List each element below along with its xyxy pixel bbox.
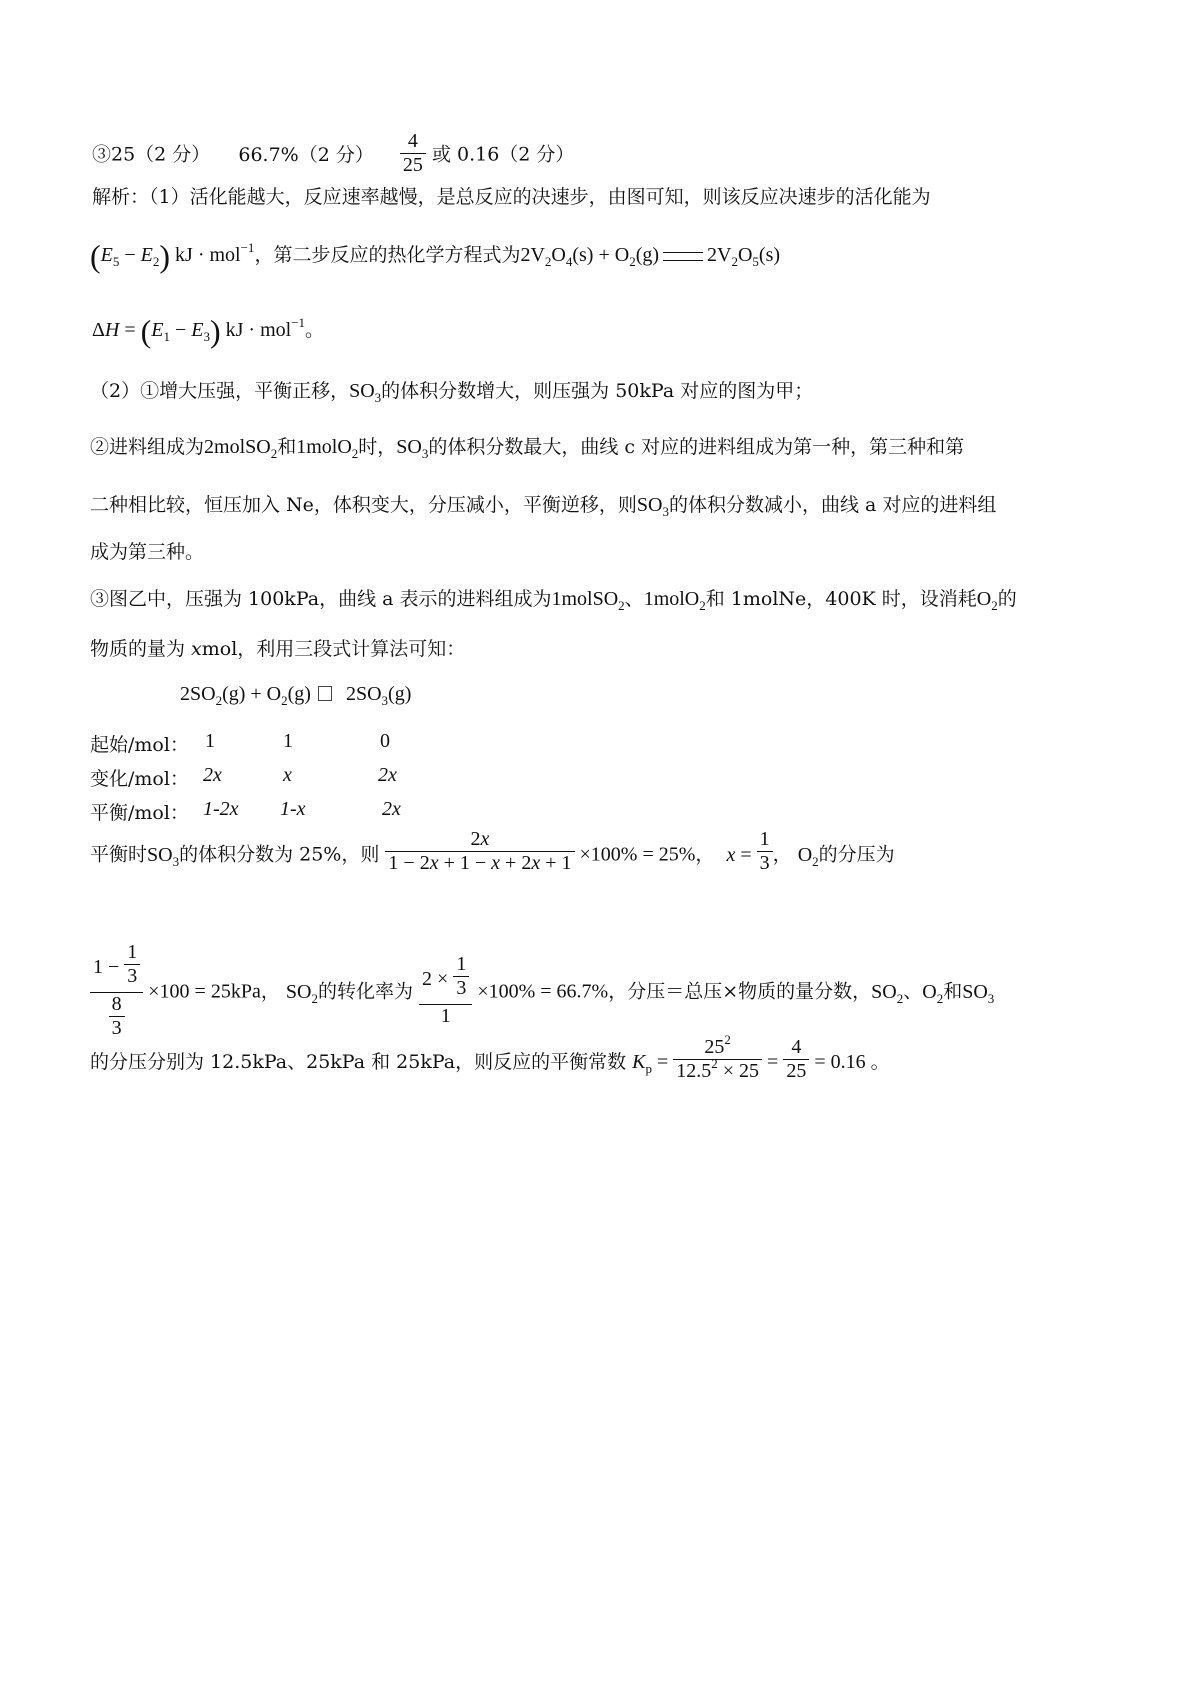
conversion-frac: 2 × $\frac{1}{3}$ 1 — [419, 957, 472, 1028]
answer-part-b: 66.7%（2 分） — [238, 143, 374, 166]
x-value: x = $\frac{1}{3}$ — [726, 844, 772, 866]
enthalpy-expr: $\Delta H = (E_1 - E_3)$ kJ · mol$^{-1}$ — [92, 313, 306, 349]
so3-formula: $SO_3$ — [349, 380, 382, 405]
row-cell: 2x — [203, 764, 222, 786]
answer-line — [92, 132, 574, 179]
thermo-equation: $2V_2O_4(s) + O_2(g)$ $2V_2O_5(s)$ — [520, 244, 781, 269]
row-cell: x — [283, 764, 292, 786]
answer-part-a: ③25（2 分） — [92, 143, 211, 166]
answer-part-c: 或 0.16（2 分） — [431, 143, 575, 166]
row-cell: 2x — [382, 798, 401, 820]
analysis-p7: 成为第三种。 — [90, 541, 205, 563]
analysis-p4: （2）①增大压强，平衡正移，$SO_3$的体积分数增大，则压强为 50kPa 对应的图为甲； — [90, 380, 814, 405]
activation-energy-expr: $(E_5 - E_2)$ kJ · mol$^{-1}$ — [90, 238, 255, 274]
analysis-p11: 1 − $\frac{1}{3}$ $\frac{8}{3}$ ×100 = 25kPa， $SO_2$的转化率为 2 × $\frac{1}{3}$ 1 ×100% = 66.7%，分压＝总压×物质的量分数，$SO_2$、$O_2$和$SO_3$ — [90, 945, 994, 1040]
row-label: 起始/mol： — [90, 734, 189, 756]
p2-text: ，第二步反应的热化学方程式为 — [254, 244, 521, 266]
analysis-p10: 平衡时$SO_3$的体积分数为 25%，则 $\frac{2x}{1 - 2x + 1 - x + 2x + 1}$ ×100% = 25%， x = $\frac{1}{3}$ ， $O_2$的分压为 — [90, 828, 895, 875]
row-cell: 0 — [380, 730, 390, 752]
three-stage-table — [90, 730, 490, 830]
answer-fraction: $\frac{4}{25}$ — [400, 130, 426, 177]
analysis-p1: 解析：（1）活化能越大，反应速率越慢，是总反应的决速步，由图可知，则该反应决速步的活化能为 — [92, 186, 931, 208]
row-label: 变化/mol： — [90, 768, 189, 790]
kp-expression: $K_p$ = $\frac{25^2}{12.5^2 \times 25}$ = $\frac{4}{25}$ = 0.16 — [632, 1032, 871, 1082]
analysis-p5: ②进料组成为2molSO$_2$和1molO$_2$时，$SO_3$的体积分数最大，曲线 c 对应的进料组成为第一种，第三种和第 — [90, 436, 965, 461]
row-cell: 1-2x — [203, 798, 239, 820]
reaction-equation: $2SO_2(g) + O_2(g)$ $2SO_3(g)$ — [180, 683, 412, 708]
row-cell: 1-x — [280, 798, 306, 820]
analysis-p12: 的分压分别为 12.5kPa、25kPa 和 25kPa，则反应的平衡常数 $K_p$ = $\frac{25^2}{12.5^2 \times 25}$ = $\frac{4}{25}$ = 0.16 。 — [90, 1032, 890, 1082]
analysis-p8: ③图乙中，压强为 100kPa，曲线 a 表示的进料组成为1molSO$_2$、1molO$_2$和 1molNe，400K 时，设消耗$O_2$的 — [90, 588, 1017, 613]
analysis-p6: 二种相比较，恒压加入 Ne，体积变大，分压减小，平衡逆移，则$SO_3$的体积分数减小，曲线 a 对应的进料组 — [90, 494, 997, 519]
volume-fraction-frac: $\frac{2x}{1 - 2x + 1 - x + 2x + 1}$ — [385, 828, 574, 875]
row-label: 平衡/mol： — [90, 802, 189, 824]
analysis-p2 — [90, 238, 781, 274]
analysis-p3: $\Delta H = (E_1 - E_3)$ kJ · mol$^{-1}$。 — [92, 313, 325, 349]
row-cell: 2x — [378, 764, 397, 786]
analysis-p9: 物质的量为 xmol，利用三段式计算法可知： — [90, 638, 466, 660]
row-cell: 1 — [205, 730, 215, 752]
o2-partial-frac: 1 − $\frac{1}{3}$ $\frac{8}{3}$ — [90, 945, 143, 1040]
row-cell: 1 — [283, 730, 293, 752]
